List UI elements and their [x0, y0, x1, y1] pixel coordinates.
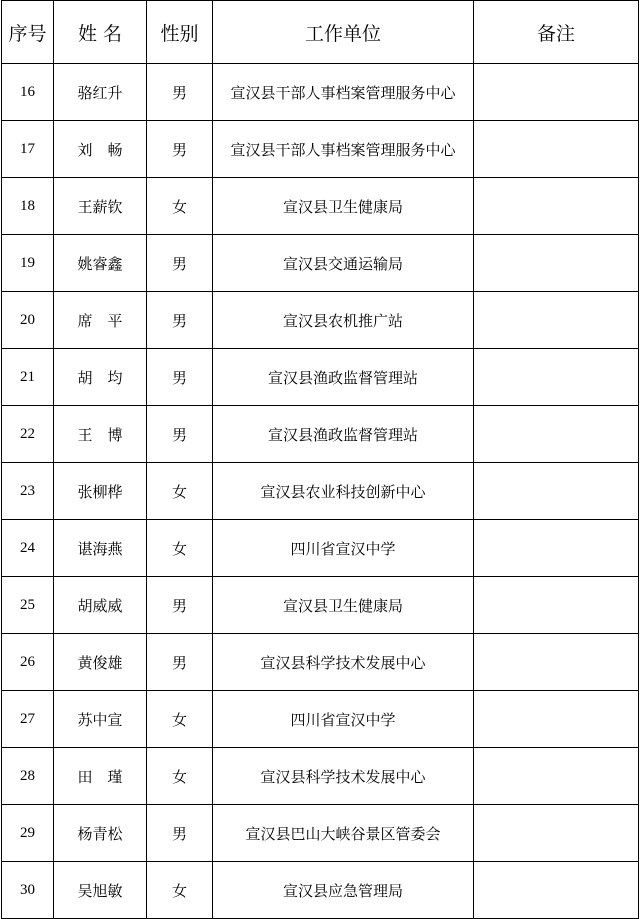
cell-gender: 男	[147, 805, 213, 862]
cell-unit: 四川省宣汉中学	[213, 691, 474, 748]
cell-note	[474, 349, 639, 406]
cell-unit: 宣汉县渔政监督管理站	[213, 406, 474, 463]
cell-gender: 女	[147, 691, 213, 748]
header-row	[2, 1, 639, 64]
cell-gender: 男	[147, 64, 213, 121]
table-row	[2, 862, 639, 919]
cell-unit: 宣汉县干部人事档案管理服务中心	[213, 121, 474, 178]
header-unit: 工作单位	[213, 1, 474, 64]
cell-name: 杨青松	[54, 805, 147, 862]
header-note: 备注	[474, 1, 639, 64]
cell-no: 26	[2, 634, 54, 691]
cell-no: 16	[2, 64, 54, 121]
cell-name: 刘 畅	[54, 121, 147, 178]
cell-note	[474, 463, 639, 520]
cell-gender: 男	[147, 577, 213, 634]
cell-name: 席 平	[54, 292, 147, 349]
cell-note	[474, 406, 639, 463]
cell-unit: 宣汉县科学技术发展中心	[213, 634, 474, 691]
header-name: 姓 名	[54, 1, 147, 64]
cell-note	[474, 64, 639, 121]
cell-gender: 男	[147, 349, 213, 406]
cell-name: 胡威威	[54, 577, 147, 634]
cell-unit: 宣汉县渔政监督管理站	[213, 349, 474, 406]
table-row	[2, 748, 639, 805]
cell-gender: 女	[147, 862, 213, 919]
cell-name: 张柳桦	[54, 463, 147, 520]
cell-gender: 女	[147, 520, 213, 577]
cell-note	[474, 520, 639, 577]
cell-name: 苏中宣	[54, 691, 147, 748]
cell-unit: 宣汉县干部人事档案管理服务中心	[213, 64, 474, 121]
cell-no: 24	[2, 520, 54, 577]
cell-name: 骆红升	[54, 64, 147, 121]
table-row	[2, 178, 639, 235]
cell-note	[474, 292, 639, 349]
cell-no: 21	[2, 349, 54, 406]
cell-name: 胡 均	[54, 349, 147, 406]
cell-no: 25	[2, 577, 54, 634]
header-gender: 性别	[147, 1, 213, 64]
table-row	[2, 406, 639, 463]
cell-unit: 宣汉县交通运输局	[213, 235, 474, 292]
cell-name: 吴旭敏	[54, 862, 147, 919]
cell-note	[474, 577, 639, 634]
cell-unit: 宣汉县应急管理局	[213, 862, 474, 919]
cell-gender: 女	[147, 463, 213, 520]
cell-no: 28	[2, 748, 54, 805]
table-row	[2, 349, 639, 406]
cell-name: 谌海燕	[54, 520, 147, 577]
table-row	[2, 121, 639, 178]
table-row	[2, 691, 639, 748]
table-row	[2, 805, 639, 862]
cell-no: 30	[2, 862, 54, 919]
cell-gender: 女	[147, 748, 213, 805]
cell-name: 王薪钦	[54, 178, 147, 235]
cell-gender: 男	[147, 235, 213, 292]
cell-note	[474, 121, 639, 178]
cell-no: 19	[2, 235, 54, 292]
cell-note	[474, 862, 639, 919]
cell-gender: 男	[147, 121, 213, 178]
table-row	[2, 634, 639, 691]
cell-unit: 宣汉县卫生健康局	[213, 178, 474, 235]
cell-unit: 宣汉县巴山大峡谷景区管委会	[213, 805, 474, 862]
cell-gender: 女	[147, 178, 213, 235]
personnel-table	[1, 0, 639, 919]
table-row	[2, 235, 639, 292]
header-no: 序号	[2, 1, 54, 64]
cell-unit: 四川省宣汉中学	[213, 520, 474, 577]
table-row	[2, 463, 639, 520]
cell-no: 20	[2, 292, 54, 349]
cell-name: 姚睿鑫	[54, 235, 147, 292]
cell-no: 17	[2, 121, 54, 178]
table-row	[2, 292, 639, 349]
cell-gender: 男	[147, 406, 213, 463]
cell-note	[474, 235, 639, 292]
cell-name: 王 博	[54, 406, 147, 463]
cell-gender: 男	[147, 292, 213, 349]
cell-no: 27	[2, 691, 54, 748]
cell-gender: 男	[147, 634, 213, 691]
cell-unit: 宣汉县农业科技创新中心	[213, 463, 474, 520]
cell-unit: 宣汉县科学技术发展中心	[213, 748, 474, 805]
cell-note	[474, 691, 639, 748]
cell-note	[474, 805, 639, 862]
cell-no: 22	[2, 406, 54, 463]
table-row	[2, 520, 639, 577]
cell-note	[474, 748, 639, 805]
cell-note	[474, 178, 639, 235]
cell-name: 田 瑾	[54, 748, 147, 805]
cell-no: 23	[2, 463, 54, 520]
cell-note	[474, 634, 639, 691]
table-row	[2, 64, 639, 121]
cell-unit: 宣汉县农机推广站	[213, 292, 474, 349]
cell-no: 29	[2, 805, 54, 862]
cell-unit: 宣汉县卫生健康局	[213, 577, 474, 634]
cell-no: 18	[2, 178, 54, 235]
cell-name: 黄俊雄	[54, 634, 147, 691]
table-row	[2, 577, 639, 634]
